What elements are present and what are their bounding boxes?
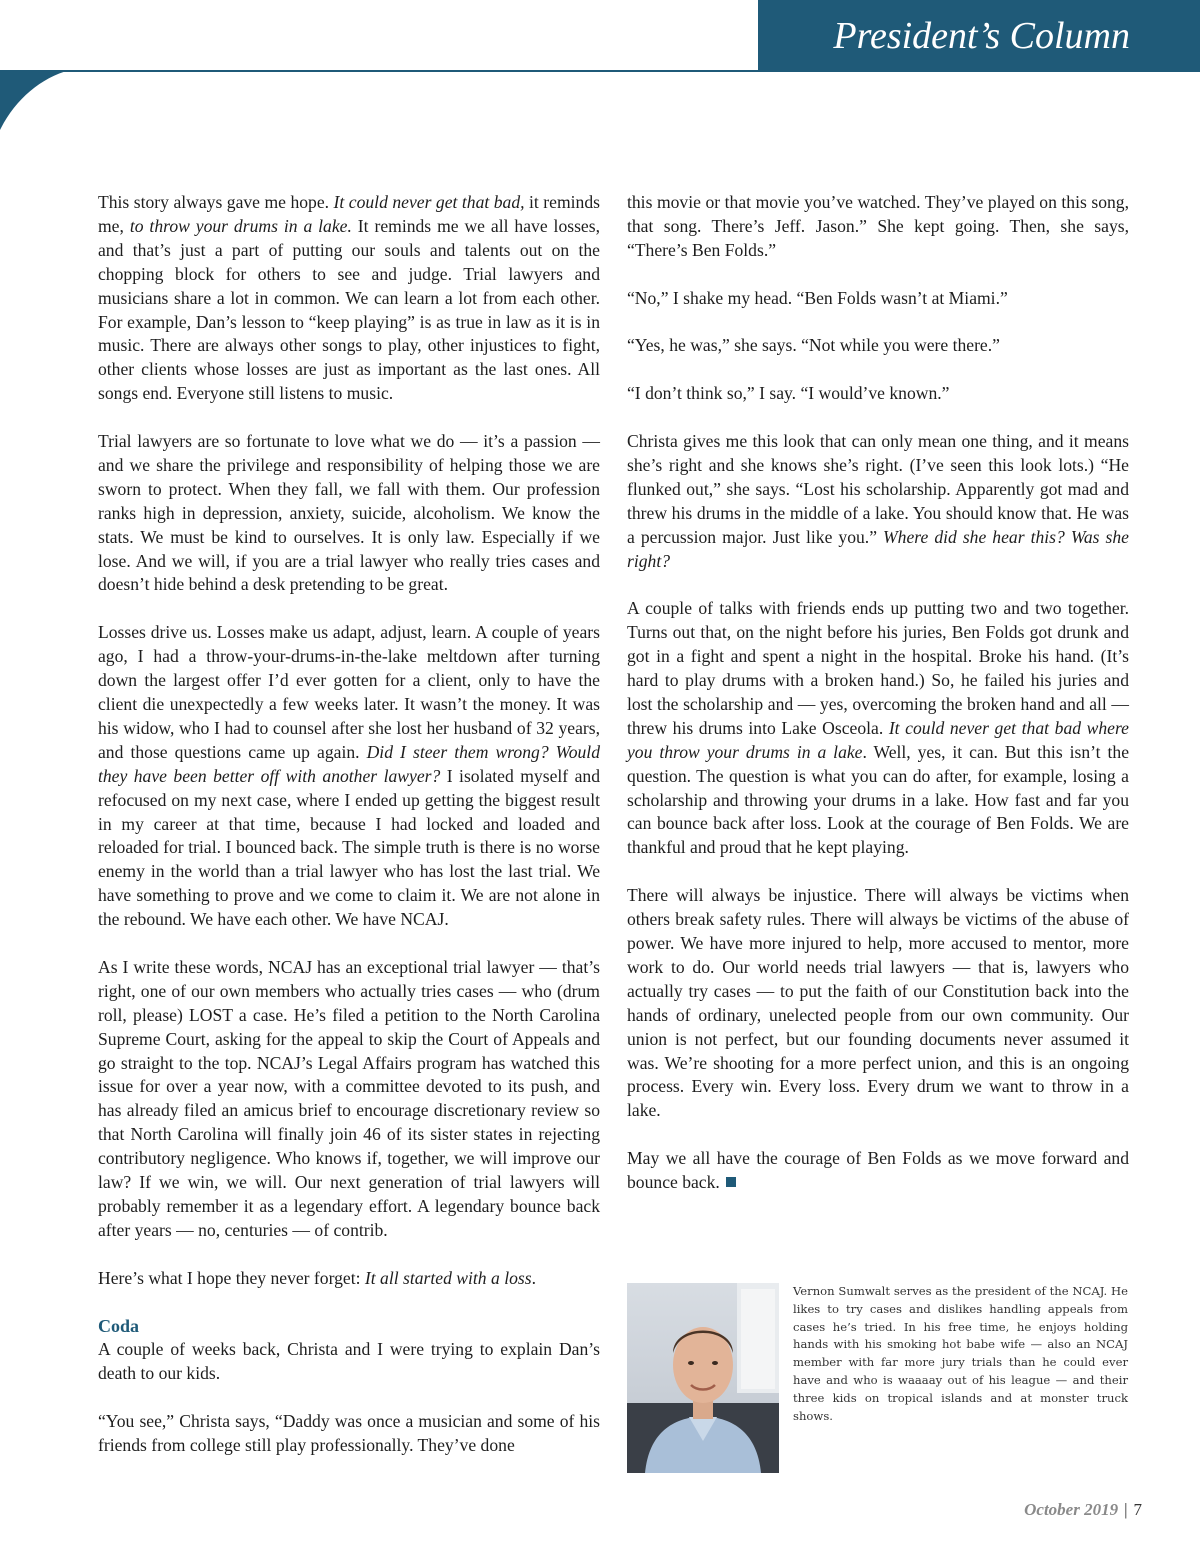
corner-swoosh xyxy=(0,70,70,142)
left-column xyxy=(98,191,600,1482)
end-of-article-mark xyxy=(726,1177,736,1187)
page-number: 7 xyxy=(1133,1500,1142,1519)
paragraph: Trial lawyers are so fortunate to love what we do — it’s a passion — and we share the privilege and responsibility of helping those we are sworn to protect. When they fall, we fall with them. Our profession ranks high in depression, anxiety, suicide, alcoholism. We know the stats. We must be kind to ourselves. It is only law. Especially if we lose. And we will, if you are a trial lawyer who really tries cases and doesn’t hide behind a desk pretending to be great. xyxy=(98,431,600,595)
paragraph: A couple of weeks back, Christa and I were trying to explain Dan’s death to our kids. xyxy=(98,1339,600,1384)
coda-heading: Coda xyxy=(98,1315,140,1336)
author-photo xyxy=(627,1283,779,1473)
footer-separator: | xyxy=(1124,1500,1128,1519)
paragraph: A couple of talks with friends ends up putting two and two together. Turns out that, on the night before his juries, Ben Folds got drunk and got in a fight and spent a night in the hospital. Broke his hand. (It’s hard to play drums with a broken hand.) So, he failed his juries and lost the scholarship and — yes, overcoming the broken hand and all — threw his drums into Lake Osceola. It could never get that bad where you throw your drums in a lake. Well, yes, it can. But this isn’t the question. The question is what you can do after, for example, losing a scholarship and throwing your drums in a lake. How fast and far you can bounce back after loss. Look at the courage of Ben Folds. We are thankful and proud that he kept playing. xyxy=(627,598,1129,858)
section-title: President’s Column xyxy=(833,15,1130,57)
paragraph: this movie or that movie you’ve watched. They’ve played on this song, that song. There’s Jeff. Jason.” She kept going. Then, she says, “There’s Ben Folds.” xyxy=(627,192,1129,260)
section-header xyxy=(758,0,1200,72)
paragraph: As I write these words, NCAJ has an exceptional trial lawyer — that’s right, one of our own members who actually tries cases — who (drum roll, please) LOST a case. He’s filed a petition to the North Carolina Supreme Court, asking for the appeal to skip the Court of Appeals and go straight to the top. NCAJ’s Legal Affairs program has watched this issue for over a year now, with a committee devoted to its push, and has already filed an amicus brief to encourage discretionary review so that North Carolina will finally join 46 of its sister states in rejecting contributory negligence. Who knows if, together, we will improve our law? If we win, we will. Our next generation of trial lawyers will probably remember it as a legendary effort. A legendary bounce back after years — no, centuries — of contrib. xyxy=(98,956,600,1240)
paragraph: Here’s what I hope they never forget: It all started with a loss. xyxy=(98,1267,536,1288)
paragraph: “You see,” Christa says, “Daddy was once a musician and some of his friends from college still play professionally. They’ve done xyxy=(98,1411,600,1456)
page-footer xyxy=(1024,1500,1142,1520)
paragraph: “I don’t think so,” I say. “I would’ve known.” xyxy=(627,383,950,404)
author-bio: Vernon Sumwalt serves as the president of the NCAJ. He likes to try cases and dislikes handling appeals from cases he’s tried. In his free time, he enjoys holding hands with his smoking hot babe wife — also an NCAJ member with far more jury trials than he could ever have and who is waaaay out of his league — and their three kids on tropical islands and at monster truck shows. xyxy=(793,1284,1128,1423)
author-portrait-illustration xyxy=(627,1283,779,1473)
paragraph: Christa gives me this look that can only mean one thing, and it means she’s right and she knows she’s right. (I’ve seen this look lots.) “He flunked out,” she says. “Lost his scholarship. Apparently got mad and threw his drums in the middle of a lake. You should know that. He was a percussion major. Just like you.” Where did she hear this? Was she right? xyxy=(627,431,1129,571)
paragraph: This story always gave me hope. It could never get that bad, it reminds me, to throw your drums in a lake. It reminds me we all have losses, and that’s just a part of putting our souls and talents out on the chopping block for others to see and judge. Trial lawyers and musicians share a lot in common. We can learn a lot from each other. For example, Dan’s lesson to “keep playing” is as true in law as it is in music. There are always other songs to play, other injustices to fight, other clients whose losses are just as important as the last ones. All songs end. Everyone still listens to music. xyxy=(98,192,600,404)
issue-date: October 2019 xyxy=(1024,1500,1119,1519)
paragraph: There will always be injustice. There will always be victims when others break safety rules. There will always be victims of the abuse of power. We have more injured to help, more accused to mentor, more work to do. Our world needs trial lawyers — that is, lawyers who actually try cases — to put the faith of our Constitution back into the hands of ordinary, unelected people from our own community. Our union is not perfect, but our founding documents never assumed it was. We’re shooting for a more perfect union, and this is an ongoing process. Every win. Every loss. Every drum we want to throw in a lake. xyxy=(627,885,1129,1121)
paragraph: “Yes, he was,” she says. “Not while you were there.” xyxy=(627,335,1000,356)
right-column xyxy=(627,191,1129,1219)
header-rule xyxy=(0,70,760,72)
paragraph: Losses drive us. Losses make us adapt, adjust, learn. A couple of years ago, I had a throw-your-drums-in-the-lake meltdown after turning down the largest offer I’d ever gotten for a client, only to have the client die unexpectedly a few weeks later. It wasn’t the money. It was his widow, who I had to counsel after she lost her husband of 32 years, and those questions came up again. Did I steer them wrong? Would they have been better off with another lawyer? I isolated myself and refocused on my next case, where I ended up getting the biggest result in my career at that time, because I had locked and loaded and reloaded for trial. I bounced back. The simple truth is there is no worse enemy in the world than a trial lawyer who has lost the last trial. We have something to prove and we come to claim it. We are not alone in the rebound. We have each other. We have NCAJ. xyxy=(98,622,600,930)
paragraph: “No,” I shake my head. “Ben Folds wasn’t at Miami.” xyxy=(627,287,1008,308)
paragraph: May we all have the courage of Ben Folds as we move forward and bounce back. xyxy=(627,1148,1129,1193)
